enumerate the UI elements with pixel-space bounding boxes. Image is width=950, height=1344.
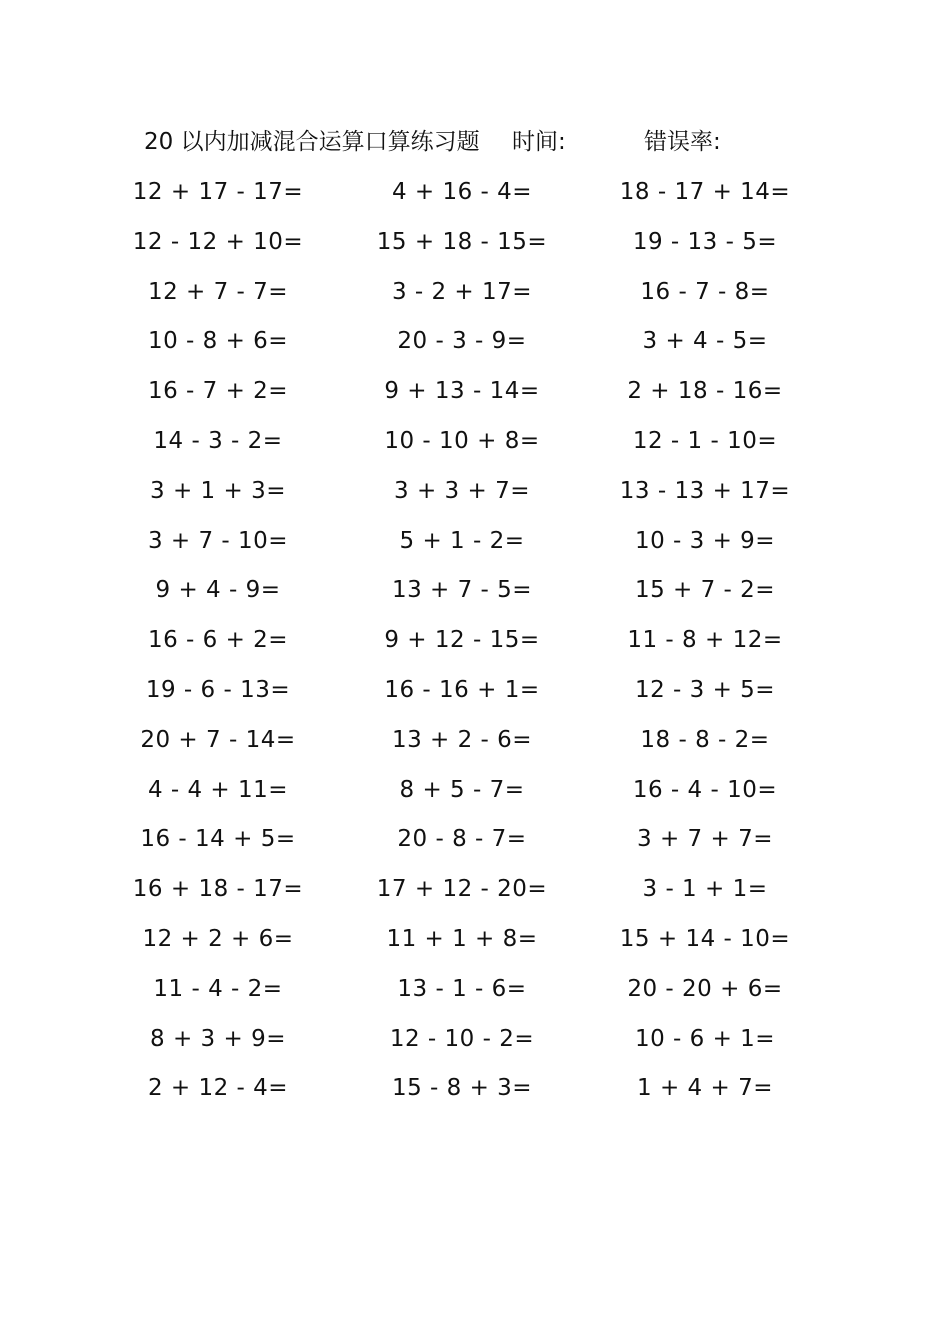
problem-row bbox=[0, 224, 950, 274]
problem-item: 11 + 1 + 8= bbox=[386, 925, 538, 952]
problem-item: 9 + 4 - 9= bbox=[155, 577, 281, 604]
problem-item: 10 - 10 + 8= bbox=[384, 427, 540, 454]
problem-item: 12 + 2 + 6= bbox=[142, 925, 294, 952]
problem-item: 8 + 3 + 9= bbox=[150, 1025, 286, 1052]
problem-item: 16 - 4 - 10= bbox=[632, 776, 778, 803]
problem-row bbox=[0, 473, 950, 523]
problem-item: 19 - 13 - 5= bbox=[632, 228, 778, 255]
problem-item: 16 - 14 + 5= bbox=[140, 826, 296, 853]
problem-row bbox=[0, 672, 950, 722]
problem-item: 13 - 13 + 17= bbox=[619, 477, 791, 504]
problem-item: 3 + 4 - 5= bbox=[642, 328, 768, 355]
problem-row bbox=[0, 274, 950, 324]
problem-item: 12 + 7 - 7= bbox=[147, 278, 289, 305]
time-label: 时间: bbox=[512, 129, 566, 155]
problem-item: 16 - 7 - 8= bbox=[640, 278, 770, 305]
problem-item: 12 - 12 + 10= bbox=[132, 228, 304, 255]
problem-item: 17 + 12 - 20= bbox=[376, 876, 548, 903]
problem-item: 20 - 3 - 9= bbox=[397, 328, 527, 355]
problem-item: 16 - 16 + 1= bbox=[384, 676, 540, 703]
problem-item: 20 - 8 - 7= bbox=[397, 826, 527, 853]
problem-row bbox=[0, 722, 950, 772]
problem-item: 16 + 18 - 17= bbox=[132, 876, 304, 903]
problem-item: 16 - 6 + 2= bbox=[147, 627, 289, 654]
problem-row bbox=[0, 323, 950, 373]
problem-item: 20 + 7 - 14= bbox=[140, 726, 296, 753]
problem-item: 3 + 3 + 7= bbox=[394, 477, 530, 504]
problem-row bbox=[0, 174, 950, 224]
problem-item: 16 - 7 + 2= bbox=[147, 378, 289, 405]
problem-item: 10 - 8 + 6= bbox=[147, 328, 289, 355]
problem-row bbox=[0, 523, 950, 573]
problem-item: 4 - 4 + 11= bbox=[147, 776, 289, 803]
problem-item: 15 + 14 - 10= bbox=[619, 925, 791, 952]
problem-row bbox=[0, 373, 950, 423]
problem-row bbox=[0, 572, 950, 622]
problem-item: 13 - 1 - 6= bbox=[397, 975, 527, 1002]
problem-row bbox=[0, 423, 950, 473]
problem-item: 3 + 1 + 3= bbox=[150, 477, 286, 504]
problem-item: 9 + 12 - 15= bbox=[384, 627, 540, 654]
problem-row bbox=[0, 921, 950, 971]
problem-row bbox=[0, 1021, 950, 1071]
problem-item: 12 - 1 - 10= bbox=[632, 427, 778, 454]
problem-grid bbox=[0, 174, 950, 1120]
problem-item: 10 - 6 + 1= bbox=[634, 1025, 776, 1052]
problem-item: 9 + 13 - 14= bbox=[384, 378, 540, 405]
problem-item: 2 + 18 - 16= bbox=[627, 378, 783, 405]
problem-item: 2 + 12 - 4= bbox=[147, 1075, 289, 1102]
problem-item: 12 - 3 + 5= bbox=[634, 676, 776, 703]
problem-item: 10 - 3 + 9= bbox=[634, 527, 776, 554]
problem-item: 14 - 3 - 2= bbox=[153, 427, 283, 454]
problem-item: 13 + 2 - 6= bbox=[391, 726, 533, 753]
problem-item: 13 + 7 - 5= bbox=[391, 577, 533, 604]
problem-item: 18 - 17 + 14= bbox=[619, 179, 791, 205]
problem-item: 3 + 7 + 7= bbox=[637, 826, 773, 853]
problem-item: 11 - 8 + 12= bbox=[627, 627, 783, 654]
error-rate-label: 错误率: bbox=[644, 129, 721, 155]
problem-item: 19 - 6 - 13= bbox=[145, 676, 291, 703]
problem-item: 12 + 17 - 17= bbox=[132, 179, 304, 205]
problem-item: 3 + 7 - 10= bbox=[147, 527, 289, 554]
problem-item: 3 - 1 + 1= bbox=[642, 876, 768, 903]
problem-item: 15 + 18 - 15= bbox=[376, 228, 548, 255]
problem-row bbox=[0, 821, 950, 871]
problem-item: 18 - 8 - 2= bbox=[640, 726, 770, 753]
problem-item: 4 + 16 - 4= bbox=[391, 179, 533, 205]
problem-row bbox=[0, 772, 950, 822]
problem-row bbox=[0, 971, 950, 1021]
problem-item: 5 + 1 - 2= bbox=[399, 527, 525, 554]
problem-item: 20 - 20 + 6= bbox=[627, 975, 783, 1002]
worksheet-title: 20 以内加减混合运算口算练习题 bbox=[144, 129, 480, 155]
problem-item: 15 + 7 - 2= bbox=[634, 577, 776, 604]
problem-item: 3 - 2 + 17= bbox=[391, 278, 533, 305]
problem-item: 11 - 4 - 2= bbox=[153, 975, 283, 1002]
problem-row bbox=[0, 871, 950, 921]
problem-row bbox=[0, 622, 950, 672]
problem-row bbox=[0, 1070, 950, 1120]
problem-item: 8 + 5 - 7= bbox=[399, 776, 525, 803]
problem-item: 1 + 4 + 7= bbox=[637, 1075, 773, 1102]
problem-item: 12 - 10 - 2= bbox=[389, 1025, 535, 1052]
problem-item: 15 - 8 + 3= bbox=[391, 1075, 533, 1102]
